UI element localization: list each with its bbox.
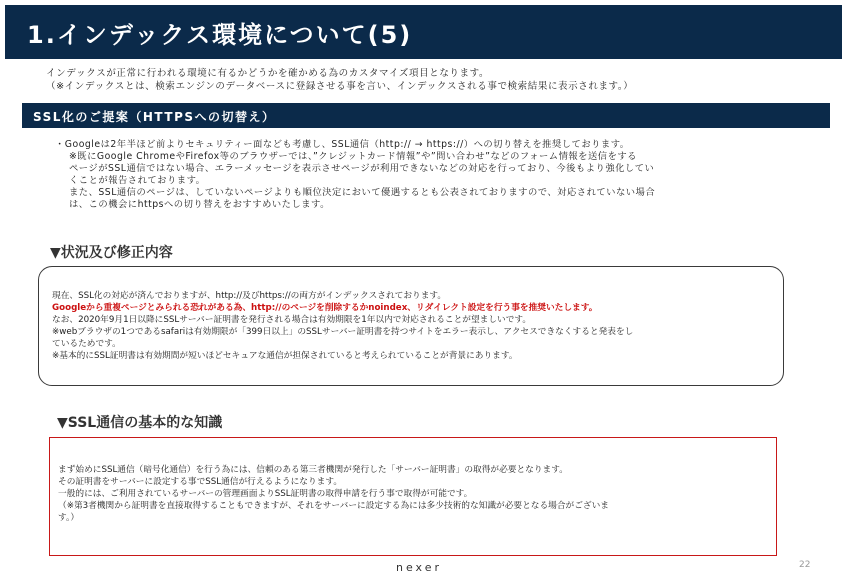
status-line: ※基本的にSSL証明書は有効期間が短いほどセキュアな通信が担保されていると考えられていることが背景にあります。: [52, 351, 518, 361]
proposal-line: ページがSSL通信ではない場合、エラーメッセージを表示させページが利用できないなどの対応を行っており、今後もより強化してい: [69, 163, 655, 174]
basics-heading: ▼SSL通信の基本的な知識: [57, 415, 223, 431]
proposal-line: は、この機会にhttpsへの切り替えをおすすめいたします。: [69, 199, 330, 210]
section-title: SSL化のご提案（HTTPSへの切替え）: [33, 110, 276, 124]
status-line: ※webブラウザの1つであるsafariは有効期限が「399日以上」のSSLサーバー証明書を持つサイトをエラー表示し、アクセスできなくすると発表をし: [52, 327, 634, 337]
status-line: なお、2020年9月1日以降にSSLサーバー証明書を発行される場合は有効期限を1年以内で対応されることが望ましいです。: [52, 315, 532, 325]
title-bar: [5, 5, 842, 59]
proposal-line: また、SSL通信のページは、していないページよりも順位決定において優遇するとも公表されておりますので、対応されていない場合: [69, 187, 656, 198]
intro-line: （※インデックスとは、検索エンジンのデータベースに登録させる事を言い、インデックスされる事で検索結果に表示されます。）: [46, 81, 634, 92]
basics-line: 一般的には、ご利用されているサーバーの管理画面よりSSL証明書の取得申請を行う事で取得が可能です。: [58, 489, 473, 499]
nexer-logo: nexer: [396, 561, 443, 574]
proposal-line: ・Googleは2年半ほど前よりセキュリティー面なども考慮し、SSL通信（http:// → https://）への切り替えを推奨しております。: [55, 139, 630, 150]
page-number: 22: [799, 560, 811, 570]
basics-line: まず始めにSSL通信（暗号化通信）を行う為には、信頼のある第三者機関が発行した「サーバー証明書」の取得が必要となります。: [58, 465, 568, 475]
basics-line: （※第3者機関から証明書を直接取得することもできますが、それをサーバーに設定する為には多少技術的な知識が必要となる場合がございま: [58, 501, 609, 511]
proposal-line: ※既にGoogle ChromeやFirefox等のブラウザーでは、”クレジットカード情報”や”問い合わせ”などのフォーム情報を送信をする: [69, 151, 637, 162]
status-box: [38, 266, 784, 386]
intro-line: インデックスが正常に行われる環境に有るかどうかを確かめる為のカスタマイズ項目となります。: [46, 68, 490, 79]
status-line-highlight: Googleから重複ページとみられる恐れがある為、http://のページを削除するかnoindex、リダイレクト設定を行う事を推奨いたします。: [52, 303, 598, 313]
basics-line: その証明書をサーバーに設定する事でSSL通信が行えるようになります。: [58, 477, 343, 487]
basics-text: [58, 464, 609, 524]
status-line: ているためです。: [52, 339, 121, 349]
status-text: [52, 290, 633, 362]
page-title: 1.インデックス環境について(5): [27, 21, 413, 49]
intro-text: [46, 67, 633, 93]
status-line: 現在、SSL化の対応が済んでおりますが、http://及びhttps://の両方がインデックスされております。: [52, 291, 447, 301]
proposal-line: くことが報告されております。: [69, 175, 206, 186]
section-bar: [22, 103, 830, 128]
status-heading: ▼状況及び修正内容: [50, 245, 173, 261]
basics-box: [49, 437, 777, 556]
proposal-text: [55, 139, 655, 211]
basics-line: す。）: [58, 513, 80, 523]
